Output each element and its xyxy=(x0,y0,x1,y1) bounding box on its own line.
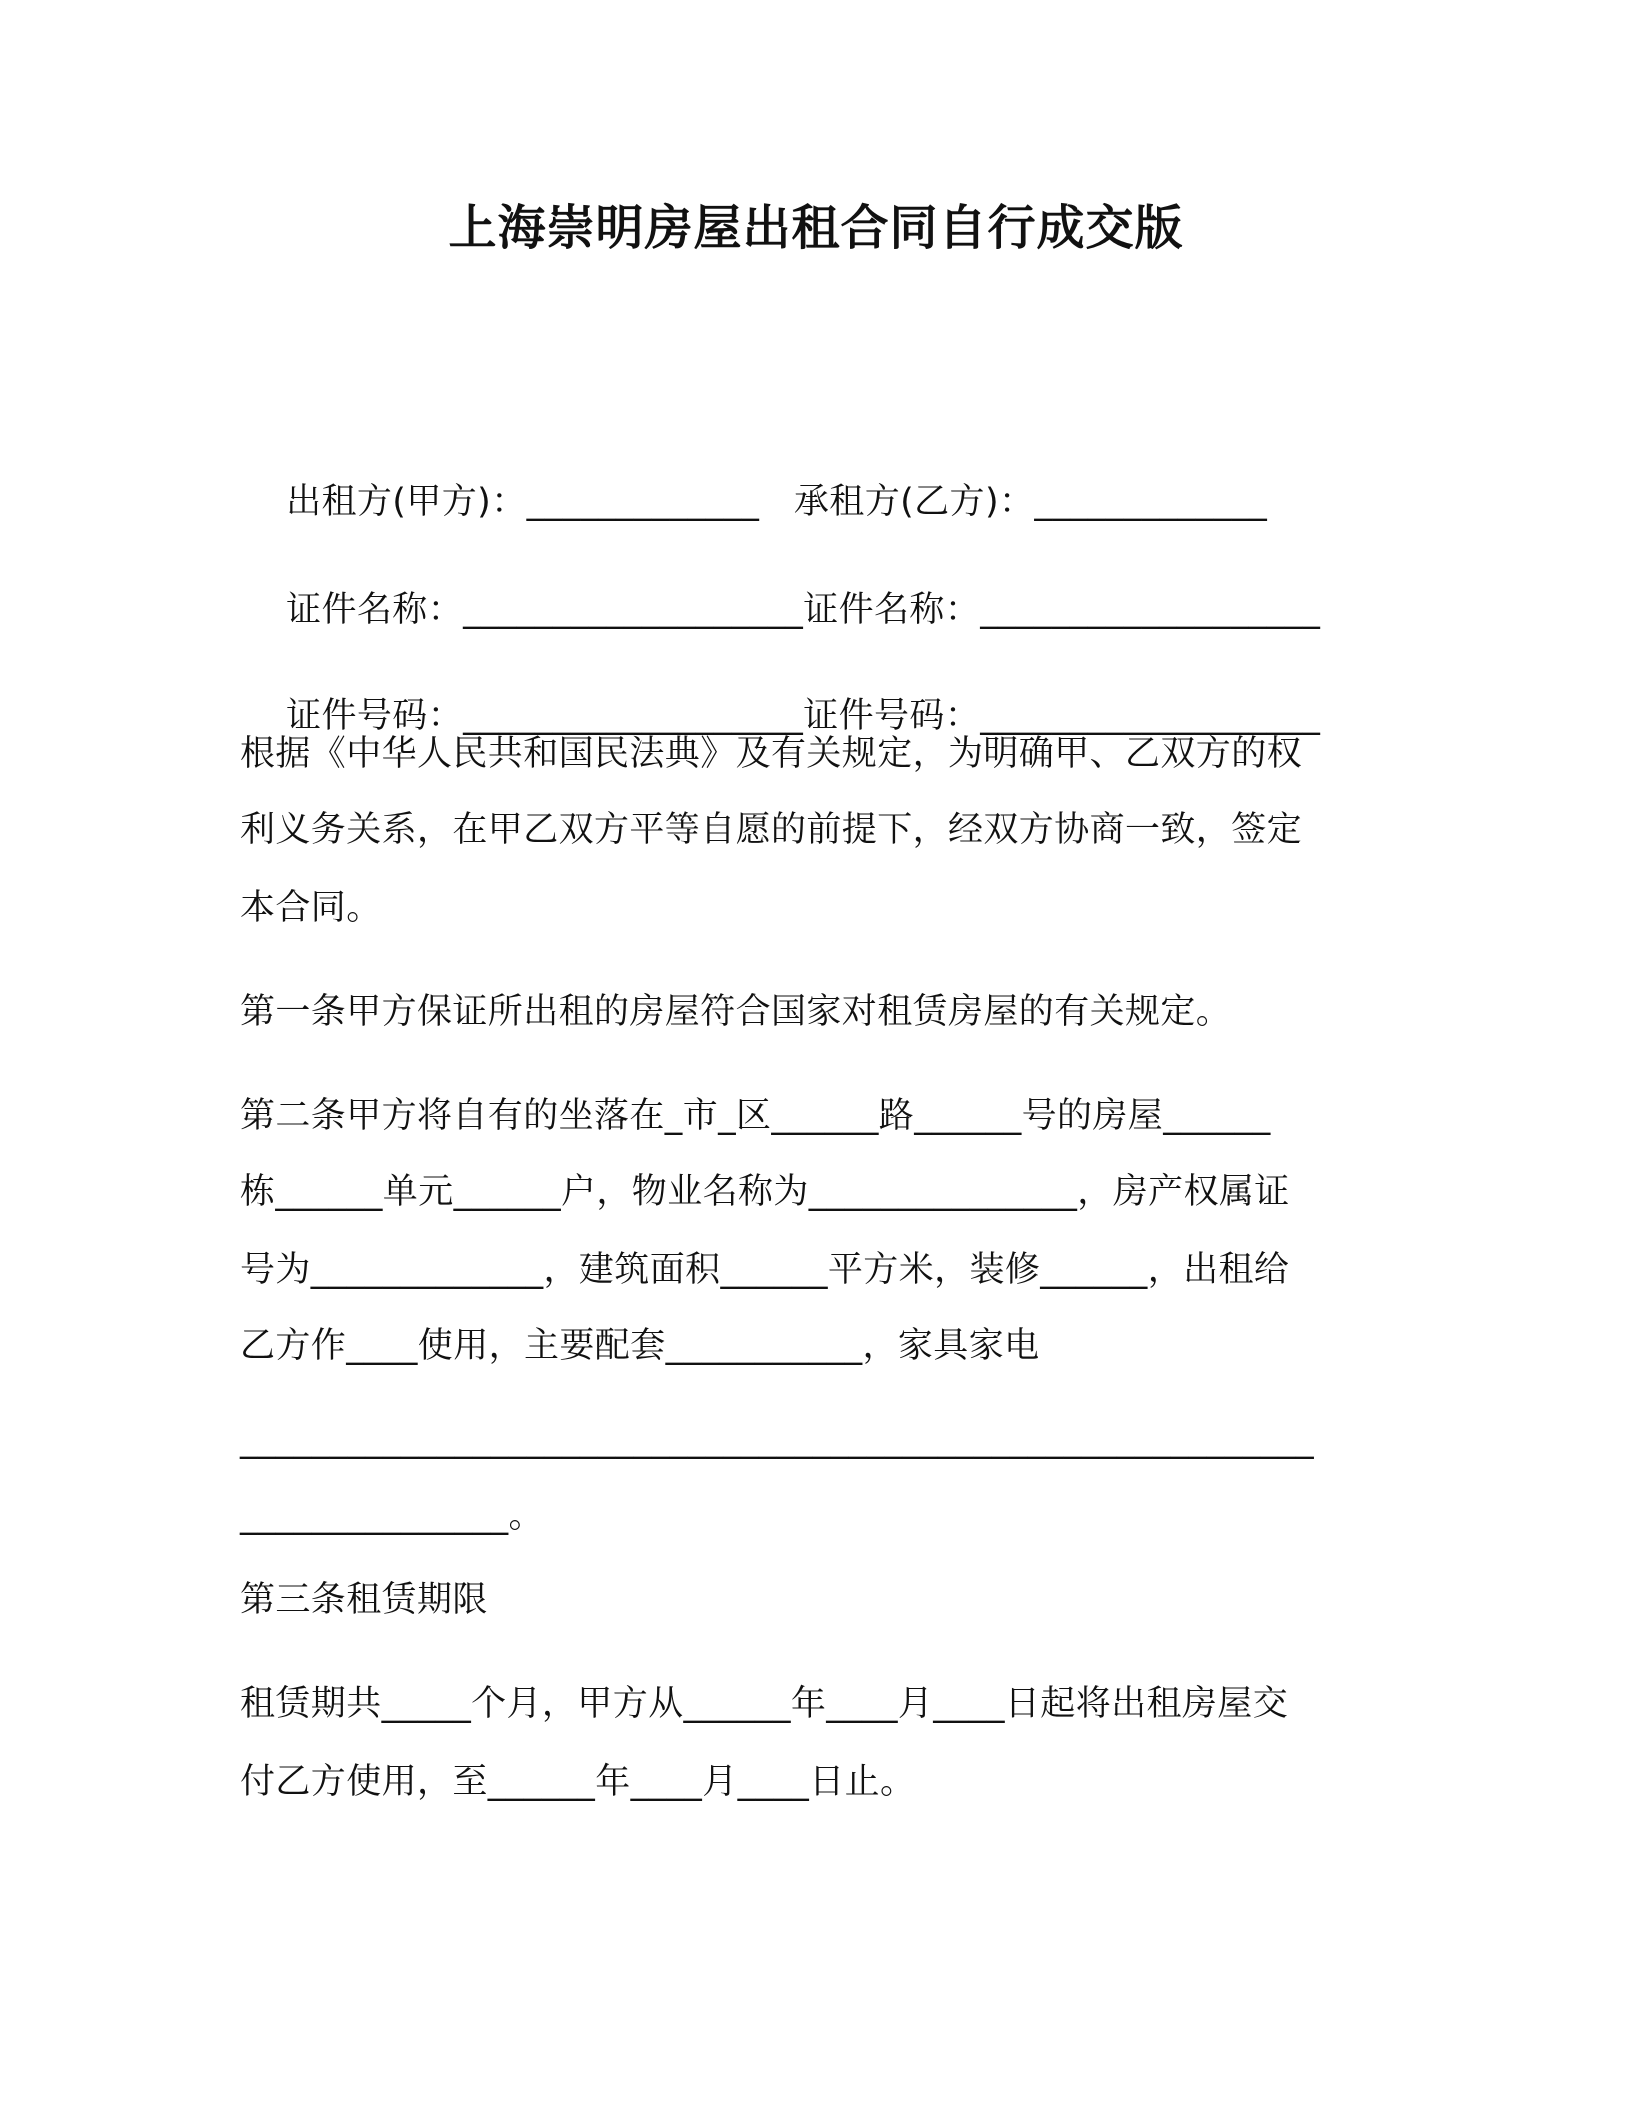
preamble-line-3: 本合同。 xyxy=(240,888,382,928)
preamble-line-2: 利义务关系，在甲乙双方平等自愿的前提下，经双方协商一致，签定 xyxy=(240,810,1303,850)
article-2-line-2: 栋______单元______户，物业名称为_______________，房产权属证 xyxy=(240,1172,1290,1212)
lessee-field: 承租方(乙方)：_____________ xyxy=(793,482,1268,522)
lessee-id-name-field: 证件名称：___________________ xyxy=(803,590,1321,630)
article-2-line-4: 乙方作____使用，主要配套___________，家具家电 xyxy=(240,1326,1040,1366)
lessor-id-name-field: 证件名称：___________________ xyxy=(286,590,804,630)
article-2-line-6: _______________。 xyxy=(240,1496,544,1536)
article-3-heading: 第三条租赁期限 xyxy=(240,1580,488,1620)
article-2-line-1: 第二条甲方将自有的坐落在_市_区______路______号的房屋______ xyxy=(240,1096,1271,1136)
lessor-id-number-field: 证件号码：___________________ xyxy=(286,696,804,736)
article-2-line-3: 号为_____________，建筑面积______平方米，装修______，出租给 xyxy=(240,1250,1290,1290)
article-3-line-1: 租赁期共_____个月，甲方从______年____月____日起将出租房屋交 xyxy=(240,1684,1289,1724)
lessee-id-number-field: 证件号码：___________________ xyxy=(803,696,1321,736)
article-2-line-5: ____________________________________________________________ xyxy=(240,1420,1314,1460)
article-3-line-2: 付乙方使用，至______年____月____日止。 xyxy=(240,1762,916,1802)
preamble-line-1: 根据《中华人民共和国民法典》及有关规定，为明确甲、乙双方的权 xyxy=(240,734,1303,774)
article-1: 第一条甲方保证所出租的房屋符合国家对租赁房屋的有关规定。 xyxy=(240,992,1232,1032)
lessor-field: 出租方(甲方)：_____________ xyxy=(286,482,760,522)
document-title: 上海崇明房屋出租合同自行成交版 xyxy=(448,200,1184,256)
